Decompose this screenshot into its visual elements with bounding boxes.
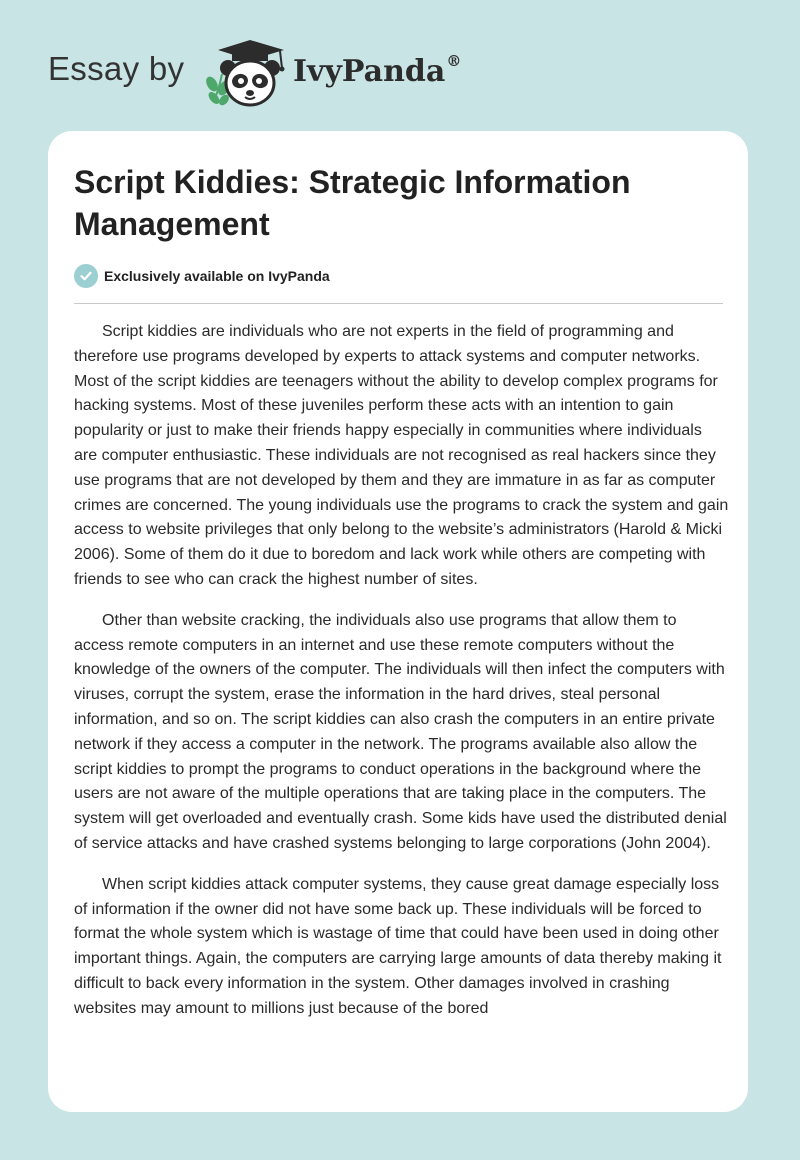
trademark-symbol: ® [446,52,462,70]
exclusive-badge [74,264,330,288]
panda-graduate-icon[interactable] [200,38,290,110]
brand-name[interactable]: IvyPanda® [293,52,462,89]
check-icon [74,264,98,288]
essay-card [48,131,748,1112]
essay-paragraph: Other than website cracking, the individuals also use programs that allow them to access remote computers in an internet and use these remote computers without the knowledge of the owners of the computer. The individuals will then infect the computers with viruses, corrupt the system, erase the information in the hard drives, steal personal information, and so on. The script kiddies can also crash the computers in an entire private network if they access a computer in the network. The programs available also allow the script kiddies to prompt the programs to conduct operations in the background where the users are not aware of the multiple operations that are taking place in the computers. The system will get overloaded and eventually crash. Some kids have used the distributed denial of service attacks and have crashed systems belonging to large corporations (John 2004). [74,611,727,852]
essay-by-label: Essay by [48,50,185,87]
essay-paragraph: Script kiddies are individuals who are not experts in the field of programming and therefore use programs developed by experts to attack systems and computer networks. Most of the script kiddies are teenagers without the ability to develop complex programs for hacking systems. Most of these juveniles perform these acts with an intention to gain popularity or just to make their friends happy especially in communities where individuals are computer enthusiastic. These individuals are not recognised as real hackers since they use programs that are not developed by them and they are immature in as far as computer crimes are concerned. The young individuals use the programs to crack the system and gain access to website privileges that only belong to the website’s administrators (Harold & Micki 2006). Some of them do it due to boredom and lack work while others are competing with friends to see who can crack the highest number of sites. [74,323,729,588]
essay-title: Script Kiddies: Strategic Information Management [74,164,631,242]
exclusive-badge-label: Exclusively available on IvyPanda [104,268,330,284]
site-header [0,0,800,130]
essay-paragraph: When script kiddies attack computer systems, they cause great damage especially loss of information if the owner did not have some back up. These individuals will be forced to format the whole system which is wastage of time that could have been used in doing other important things. Again, the computers are carrying large amounts of data thereby making it difficult to back every information in the system. Other damages involved in crashing websites may amount to millions just because of the bored [74,875,722,1017]
divider [74,303,723,304]
essay-body [74,320,729,1076]
